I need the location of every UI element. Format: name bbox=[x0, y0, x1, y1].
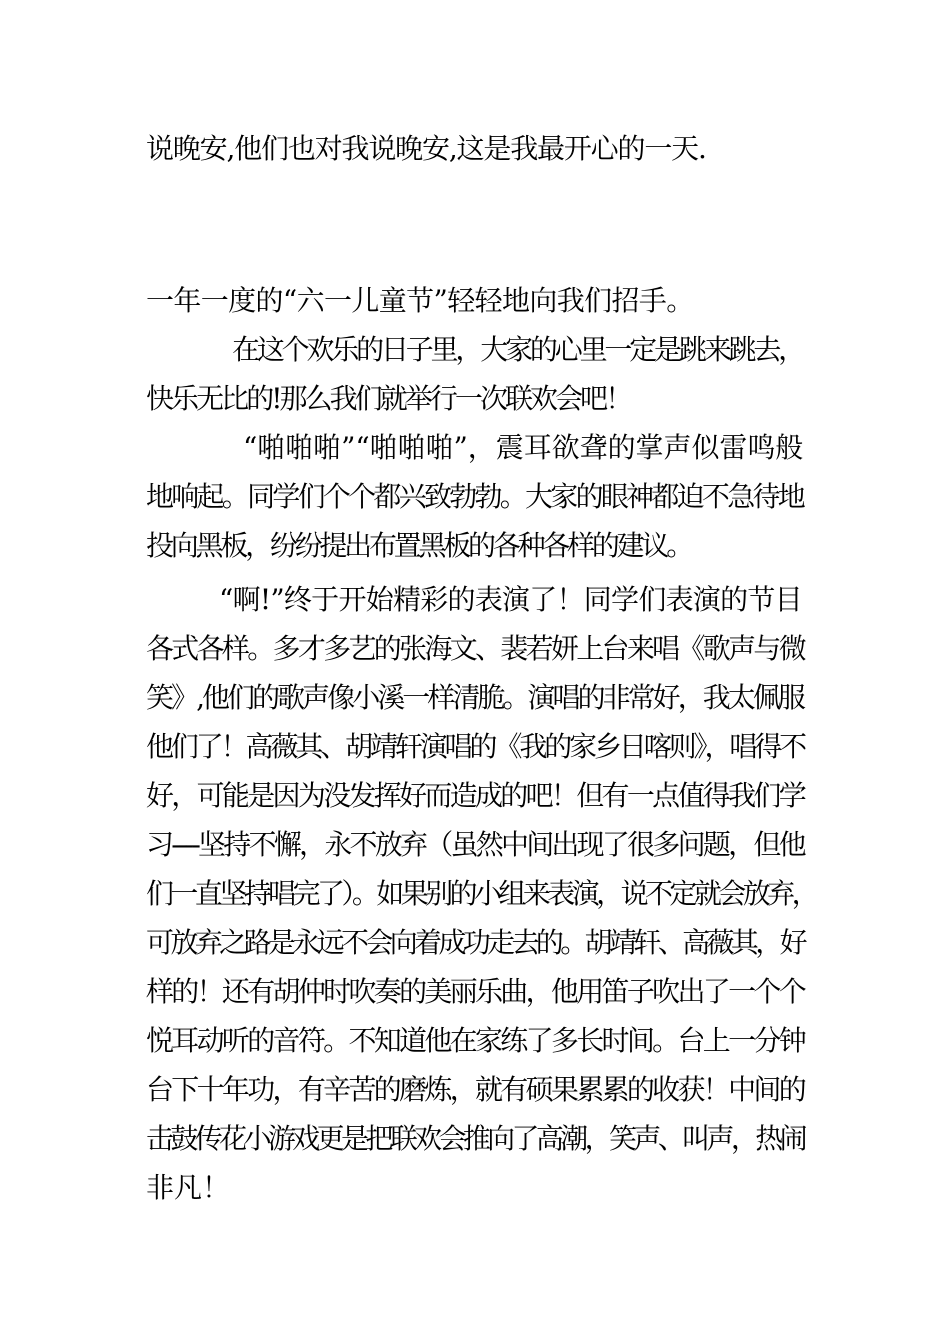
essay-line-1: 一年一度的“六一儿童节”轻轻地向我们招手。 bbox=[146, 284, 694, 317]
essay-line-3: 快乐无比的!那么我们就举行一次联欢会吧！ bbox=[146, 382, 631, 415]
essay-line-6: 投向黑板，纷纷提出布置黑板的各种各样的建议。 bbox=[146, 529, 692, 562]
essay-line-5: 地响起。同学们个个都兴致勃勃。大家的眼神都迫不急待地 bbox=[146, 480, 804, 513]
essay-line-12: 习----坚持不懈，永不放弃（虽然中间出现了很多问题，但他 bbox=[146, 828, 804, 861]
essay-line-16: 悦耳动听的音符。不知道他在家练了多长时间。台上一分钟 bbox=[146, 1024, 805, 1057]
fragment-line: 说晚安,他们也对我说晚安,这是我最开心的一天. bbox=[146, 132, 706, 165]
essay-line-15: 样的！还有胡仲时吹奏的美丽乐曲，他用笛子吹出了一个个 bbox=[146, 975, 805, 1008]
essay-line-13: 们一直坚持唱完了）。如果别的小组来表演，说不定就会放弃， bbox=[146, 877, 817, 910]
essay-line-11: 好，可能是因为没发挥好而造成的吧！但有一点值得我们学 bbox=[146, 779, 805, 812]
essay-line-7: “啊!”终于开始精彩的表演了！同学们表演的节目 bbox=[219, 583, 802, 616]
essay-line-14: 可放弃之路是永远不会向着成功走去的。胡靖轩、高薇其，好 bbox=[146, 926, 805, 959]
essay-line-8: 各式各样。多才多艺的张海文、裴若妍上台来唱《歌声与微 bbox=[146, 632, 805, 665]
essay-line-9: 笑》,他们的歌声像小溪一样清脆。演唱的非常好，我太佩服 bbox=[146, 681, 803, 714]
essay-line-10: 他们了！高薇其、胡靖轩演唱的《我的家乡日喀则》，唱得不 bbox=[146, 730, 805, 763]
essay-line-2: 在这个欢乐的日子里，大家的心里一定是跳来跳去， bbox=[232, 333, 804, 366]
essay-line-17: 台下十年功，有辛苦的磨炼，就有硕果累累的收获！中间的 bbox=[146, 1073, 805, 1106]
essay-line-18: 击鼓传花小游戏更是把联欢会推向了高潮，笑声、叫声，热闹 bbox=[146, 1122, 805, 1155]
essay-line-19: 非凡！ bbox=[146, 1171, 231, 1204]
essay-line-4: “啪啪啪”“啪啪啪”，震耳欲聋的掌声似雷鸣般 bbox=[243, 431, 804, 464]
